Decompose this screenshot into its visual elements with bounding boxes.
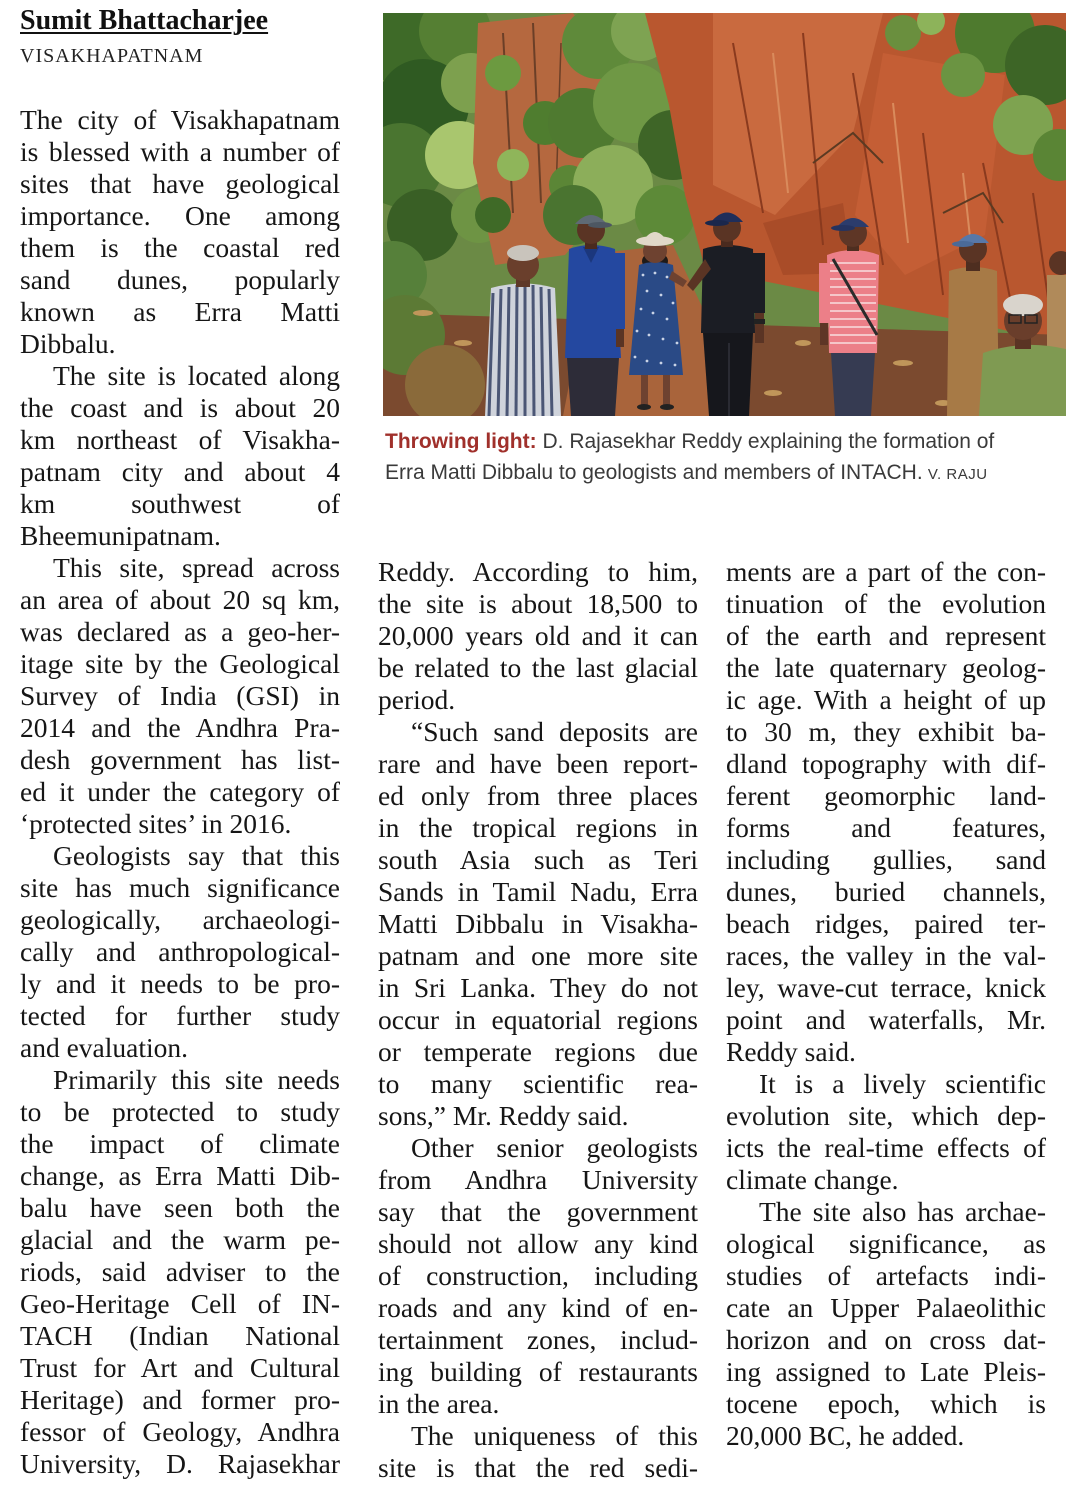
text-line: ic age. With a height of up	[726, 684, 1046, 715]
paragraph	[378, 556, 698, 716]
text-line: ing assigned to Late Pleis-	[726, 1356, 1046, 1387]
text-line: Survey of India (GSI) in	[20, 680, 340, 711]
text-line: 20,000 years old and it can	[378, 620, 698, 651]
text-line: an area of about 20 sq km,	[20, 584, 340, 615]
text-line: climate change.	[726, 1164, 899, 1195]
text-line: importance. One among	[20, 200, 340, 231]
text-line: known as Erra Matti	[20, 296, 340, 327]
paragraph	[726, 1068, 1046, 1196]
text-line: tected for further study	[20, 1000, 340, 1031]
text-line: point and waterfalls, Mr.	[726, 1004, 1046, 1035]
text-line: geologically, archaeologi-	[20, 904, 340, 935]
text-line: sites that have geological	[20, 168, 340, 199]
article-column-1	[20, 104, 340, 1480]
text-line: ing building of restaurants	[378, 1356, 698, 1387]
text-line: of construction, including	[378, 1260, 698, 1291]
text-line: be related to the last glacial	[378, 652, 698, 683]
text-line: Other senior geologists	[411, 1132, 698, 1163]
text-line: Reddy. According to him,	[378, 556, 698, 587]
text-line: Reddy said.	[726, 1036, 856, 1067]
text-line: cate an Upper Palaeolithic	[726, 1292, 1046, 1323]
text-line: ed it under the category of	[20, 776, 340, 807]
paragraph	[378, 716, 698, 1132]
caption-text: Erra Matti Dibbalu to geologists and members of INTACH.	[385, 461, 923, 484]
text-line: or temperate regions due	[378, 1036, 698, 1067]
text-line: to 30 m, they exhibit ba-	[726, 716, 1046, 747]
text-line: cally and anthropological-	[20, 936, 340, 967]
text-line: dland topography with dif-	[726, 748, 1046, 779]
text-line: Geo-Heritage Cell of IN-	[20, 1288, 340, 1319]
news-photo	[383, 13, 1066, 416]
text-line: km southwest of	[20, 488, 340, 519]
paragraph	[20, 1064, 340, 1480]
text-line: Geologists say that this	[53, 840, 340, 871]
text-line: the late quaternary geolog-	[726, 652, 1046, 683]
text-line: say that the government	[378, 1196, 698, 1227]
text-line: Sands in Tamil Nadu, Erra	[378, 876, 698, 907]
text-line: should not allow any kind	[378, 1228, 698, 1259]
article-column-2	[378, 556, 698, 1484]
author-name: Sumit Bhattacharjee	[20, 5, 269, 36]
text-line: including gullies, sand	[726, 844, 1046, 875]
paragraph	[726, 556, 1046, 1068]
text-line: 20,000 BC, he added.	[726, 1420, 965, 1451]
text-line: in the tropical regions in	[378, 812, 698, 843]
text-line: patnam city and about 4	[20, 456, 340, 487]
paragraph	[378, 1420, 698, 1484]
text-line: balu have seen both the	[20, 1192, 340, 1223]
text-line: The uniqueness of this	[411, 1420, 698, 1451]
text-line: is blessed with a number of	[20, 136, 340, 167]
text-line: the impact of climate	[20, 1128, 340, 1159]
photo-credit: V. RAJU	[927, 466, 988, 483]
caption-line	[385, 426, 1065, 457]
text-line: itage site by the Geological	[20, 648, 340, 679]
text-line: rare and have been report-	[378, 748, 698, 779]
paragraph	[20, 840, 340, 1064]
text-line: them is the coastal red	[20, 232, 340, 263]
text-line: horizon and on cross dat-	[726, 1324, 1046, 1355]
text-line: Heritage) and former pro-	[20, 1384, 340, 1415]
paragraph	[20, 104, 340, 360]
caption-text: D. Rajasekhar Reddy explaining the formation of	[542, 430, 995, 453]
text-line: Bheemunipatnam.	[20, 520, 221, 551]
paragraph	[20, 552, 340, 840]
photo-caption	[385, 426, 1065, 490]
text-line: period.	[378, 684, 456, 715]
text-line: to be protected to study	[20, 1096, 340, 1127]
text-line: occur in equatorial regions	[378, 1004, 698, 1035]
caption-lead: Throwing light:	[385, 430, 537, 453]
article-column-3	[726, 556, 1046, 1452]
text-line: ed only from three places	[378, 780, 698, 811]
text-line: from Andhra University	[378, 1164, 698, 1195]
text-line: glacial and the warm pe-	[20, 1224, 340, 1255]
text-line: studies of artefacts indi-	[726, 1260, 1046, 1291]
text-line: site has much significance	[20, 872, 340, 903]
text-line: The site also has archae-	[759, 1196, 1046, 1227]
text-line: 2014 and the Andhra Pra-	[20, 712, 340, 743]
text-line: icts the real-time effects of	[726, 1132, 1046, 1163]
text-line: riods, said adviser to the	[20, 1256, 340, 1287]
text-line: desh government has list-	[20, 744, 340, 775]
text-line: The city of Visakhapatnam	[20, 104, 340, 135]
text-line: ological significance, as	[726, 1228, 1046, 1259]
text-line: site is that the red sedi-	[378, 1452, 698, 1483]
text-line: forms and features,	[726, 812, 1046, 843]
text-line: Primarily this site needs	[53, 1064, 340, 1095]
text-line: evolution site, which dep-	[726, 1100, 1046, 1131]
text-line: ments are a part of the con-	[726, 556, 1046, 587]
text-line: The site is located along	[53, 360, 340, 391]
text-line: ly and it needs to be pro-	[20, 968, 340, 999]
text-line: ‘protected sites’ in 2016.	[20, 808, 292, 839]
text-line: TACH (Indian National	[20, 1320, 340, 1351]
text-line: in Sri Lanka. They do not	[378, 972, 698, 1003]
text-line: dunes, buried channels,	[726, 876, 1046, 907]
text-line: change, as Erra Matti Dib-	[20, 1160, 340, 1191]
text-line: to many scientific rea-	[378, 1068, 698, 1099]
text-line: fessor of Geology, Andhra	[20, 1416, 340, 1447]
paragraph	[20, 360, 340, 552]
text-line: It is a lively scientific	[759, 1068, 1046, 1099]
text-line: km northeast of Visakha-	[20, 424, 340, 455]
text-line: Matti Dibbalu in Visakha-	[378, 908, 698, 939]
text-line: roads and any kind of en-	[378, 1292, 698, 1323]
text-line: Trust for Art and Cultural	[20, 1352, 340, 1383]
text-line: Dibbalu.	[20, 328, 116, 359]
text-line: was declared as a geo-her-	[20, 616, 340, 647]
text-line: This site, spread across	[53, 552, 340, 583]
dateline: VISAKHAPATNAM	[20, 45, 204, 67]
text-line: races, the valley in the val-	[726, 940, 1046, 971]
text-line: patnam and one more site	[378, 940, 698, 971]
photo-scene	[383, 13, 1066, 416]
text-line: beach ridges, paired ter-	[726, 908, 1046, 939]
caption-line	[385, 457, 1065, 490]
text-line: south Asia such as Teri	[378, 844, 698, 875]
byline	[20, 4, 268, 68]
text-line: ley, wave-cut terrace, knick	[726, 972, 1046, 1003]
paragraph	[378, 1132, 698, 1420]
text-line: sand dunes, popularly	[20, 264, 340, 295]
text-line: and evaluation.	[20, 1032, 188, 1063]
person-far-right-back	[1047, 251, 1066, 355]
text-line: the coast and is about 20	[20, 392, 340, 423]
paragraph	[726, 1196, 1046, 1452]
text-line: “Such sand deposits are	[411, 716, 698, 747]
text-line: ferent geomorphic land-	[726, 780, 1046, 811]
text-line: University, D. Rajasekhar	[20, 1448, 340, 1479]
text-line: sons,” Mr. Reddy said.	[378, 1100, 629, 1131]
text-line: tertainment zones, includ-	[378, 1324, 698, 1355]
text-line: tinuation of the evolution	[726, 588, 1046, 619]
text-line: in the area.	[378, 1388, 500, 1419]
text-line: tocene epoch, which is	[726, 1388, 1046, 1419]
text-line: the site is about 18,500 to	[378, 588, 698, 619]
text-line: of the earth and represent	[726, 620, 1046, 651]
